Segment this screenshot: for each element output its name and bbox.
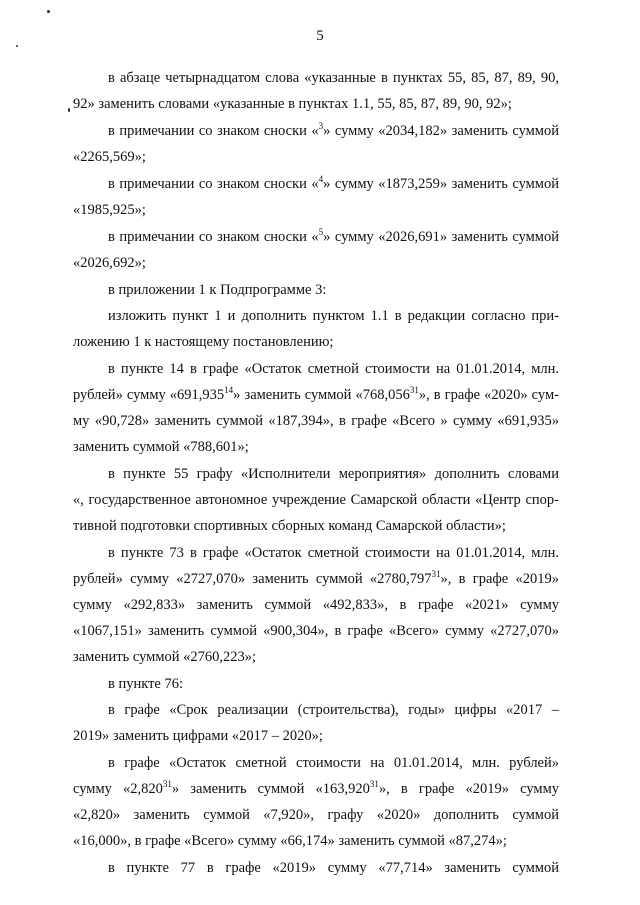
scan-mark <box>47 10 50 13</box>
text-line: «2026,692»; <box>73 255 146 271</box>
page-number: 5 <box>316 28 324 44</box>
scan-mark <box>68 108 70 112</box>
text-line: в пункте 14 в графе «Остаток сметной стоимости на 01.01.2014, млн. <box>108 361 559 377</box>
text-line: 92» заменить словами «указанные в пунктах 1.1, 55, 85, 87, 89, 90, 92»; <box>73 96 512 112</box>
text-line: в пункте 73 в графе «Остаток сметной стоимости на 01.01.2014, млн. <box>108 545 559 561</box>
text-line: в примечании со знаком сноски «$^4$» сумму «1873,259» заменить суммой <box>108 174 559 192</box>
footnote-ref: 31 <box>409 385 419 395</box>
footnote-ref: 31 <box>162 779 172 789</box>
text-line: в пункте 77 в графе «2019» сумму «77,714» заменить суммой <box>108 860 559 876</box>
text-line: в графе «Срок реализации (строительства), годы» цифры «2017 – <box>108 702 559 718</box>
text-line: в приложении 1 к Подпрограмме 3: <box>108 282 327 298</box>
text-line: в пункте 76: <box>108 676 184 692</box>
footnote-ref: 3 <box>318 121 324 131</box>
text-line: в примечании со знаком сноски «$^3$» сумму «2034,182» заменить суммой <box>108 121 559 139</box>
text-line: изложить пункт 1 и дополнить пунктом 1.1 в редакции согласно при- <box>108 308 559 324</box>
text-line: му «90,728» заменить суммой «187,394», в графе «Всего » сумму «691,935» <box>73 413 559 429</box>
text-line: заменить суммой «788,601»; <box>73 439 249 455</box>
text-line: в примечании со знаком сноски «$^5$» сумму «2026,691» заменить суммой <box>108 227 559 245</box>
text-line: 2019» заменить цифрами «2017 – 2020»; <box>73 728 323 744</box>
footnote-ref: 31 <box>431 569 441 579</box>
text-line: в пункте 55 графу «Исполнители мероприятия» дополнить словами <box>108 466 559 482</box>
text-line: «2265,569»; <box>73 149 146 165</box>
text-line: ложению 1 к настоящему постановлению; <box>73 334 334 350</box>
text-line: «1067,151» заменить суммой «900,304», в графе «Всего» сумму «2727,070» <box>73 623 559 639</box>
footnote-ref: 4 <box>318 174 324 184</box>
footnote-ref: 31 <box>369 779 379 789</box>
text-line: «1985,925»; <box>73 202 146 218</box>
text-line: в графе «Остаток сметной стоимости на 01.01.2014, млн. рублей» <box>108 755 559 771</box>
scan-mark <box>16 45 18 47</box>
text-line: «16,000», в графе «Всего» сумму «66,174» заменить суммой «87,274»; <box>73 833 507 849</box>
text-line: заменить суммой «2760,223»; <box>73 649 257 665</box>
footnote-ref: 14 <box>224 385 234 395</box>
text-line: рублей» сумму «2727,070» заменить суммой «2780,797$^{31}$», в графе «2019» <box>73 569 559 587</box>
text-line: в абзаце четырнадцатом слова «указанные в пунктах 55, 85, 87, 89, 90, <box>108 70 559 86</box>
text-line: «, государственное автономное учреждение Самарской области «Центр спор- <box>73 492 559 508</box>
text-line: сумму «292,833» заменить суммой «492,833», в графе «2021» сумму <box>73 597 559 613</box>
text-line: рублей» сумму «691,935$^{14}$» заменить суммой «768,056$^{31}$», в графе «2020» сум- <box>73 385 559 403</box>
text-line: тивной подготовки спортивных сборных команд Самарской области»; <box>73 518 506 534</box>
text-line: «2,820» заменить суммой «7,920», графу «2020» дополнить суммой <box>73 807 559 823</box>
footnote-ref: 5 <box>318 227 324 237</box>
text-line: сумму «2,820$^{31}$» заменить суммой «163,920$^{31}$», в графе «2019» сумму <box>73 779 560 797</box>
